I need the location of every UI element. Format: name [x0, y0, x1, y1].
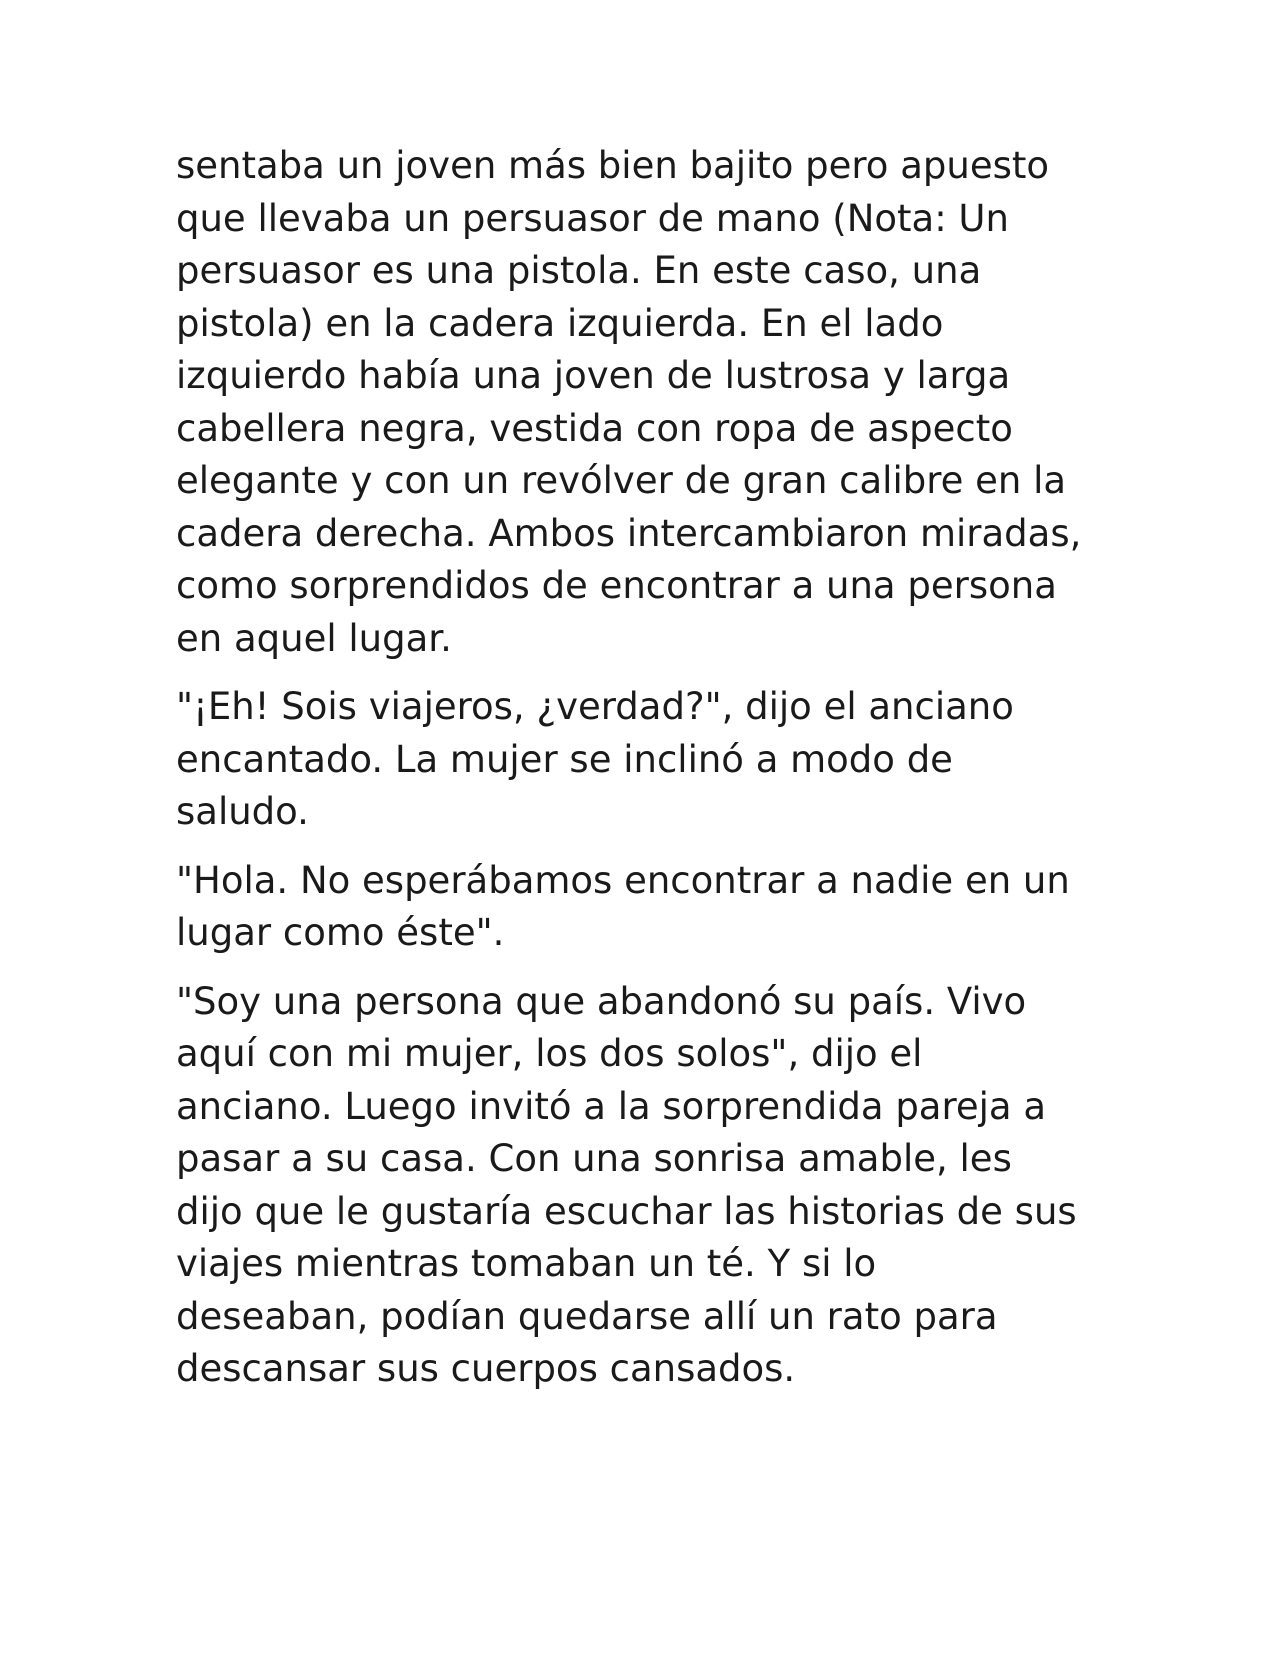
text-line: viajes mientras tomaban un té. Y si lo — [176, 1242, 877, 1285]
text-line: persuasor es una pistola. En este caso, una — [176, 249, 982, 292]
text-line: que llevaba un persuasor de mano (Nota: Un — [176, 196, 1009, 240]
text-line: sentaba un joven más bien bajito pero apuesto — [176, 144, 1050, 187]
text-line: deseaban, podían quedarse allí un rato para — [176, 1294, 998, 1338]
text-line: anciano. Luego invitó a la sorprendida pareja a — [176, 1084, 1047, 1128]
text-line: lugar como éste". — [176, 911, 505, 954]
text-line: como sorprendidos de encontrar a una persona — [176, 564, 1057, 607]
paragraph-4 — [176, 976, 1116, 1396]
text-line: "¡Eh! Sois viajeros, ¿verdad?", dijo el anciano — [176, 685, 1014, 728]
text-line: izquierdo había una joven de lustrosa y larga — [176, 354, 1011, 397]
text-line: descansar sus cuerpos cansados. — [176, 1347, 796, 1390]
text-line: "Hola. No esperábamos encontrar a nadie en un — [176, 858, 1070, 902]
body-text — [176, 140, 1116, 1412]
text-line: elegante y con un revólver de gran calibre en la — [176, 459, 1067, 502]
text-line: aquí con mi mujer, los dos solos", dijo el — [176, 1032, 923, 1075]
text-line: pistola) en la cadera izquierda. En el lado — [176, 301, 944, 345]
paragraph-3 — [176, 855, 1116, 960]
paragraph-2 — [176, 681, 1116, 839]
text-line: cabellera negra, vestida con ropa de aspecto — [176, 406, 1013, 450]
text-line: pasar a su casa. Con una sonrisa amable, les — [176, 1137, 1012, 1180]
text-line: encantado. La mujer se inclinó a modo de — [176, 737, 953, 781]
text-line: cadera derecha. Ambos intercambiaron miradas, — [176, 511, 1082, 555]
paragraph-1 — [176, 140, 1116, 665]
text-line: dijo que le gustaría escuchar las historias de sus — [176, 1189, 1077, 1233]
text-line: "Soy una persona que abandonó su país. Vivo — [176, 979, 1027, 1023]
text-line: saludo. — [176, 790, 309, 833]
text-line: en aquel lugar. — [176, 616, 452, 660]
